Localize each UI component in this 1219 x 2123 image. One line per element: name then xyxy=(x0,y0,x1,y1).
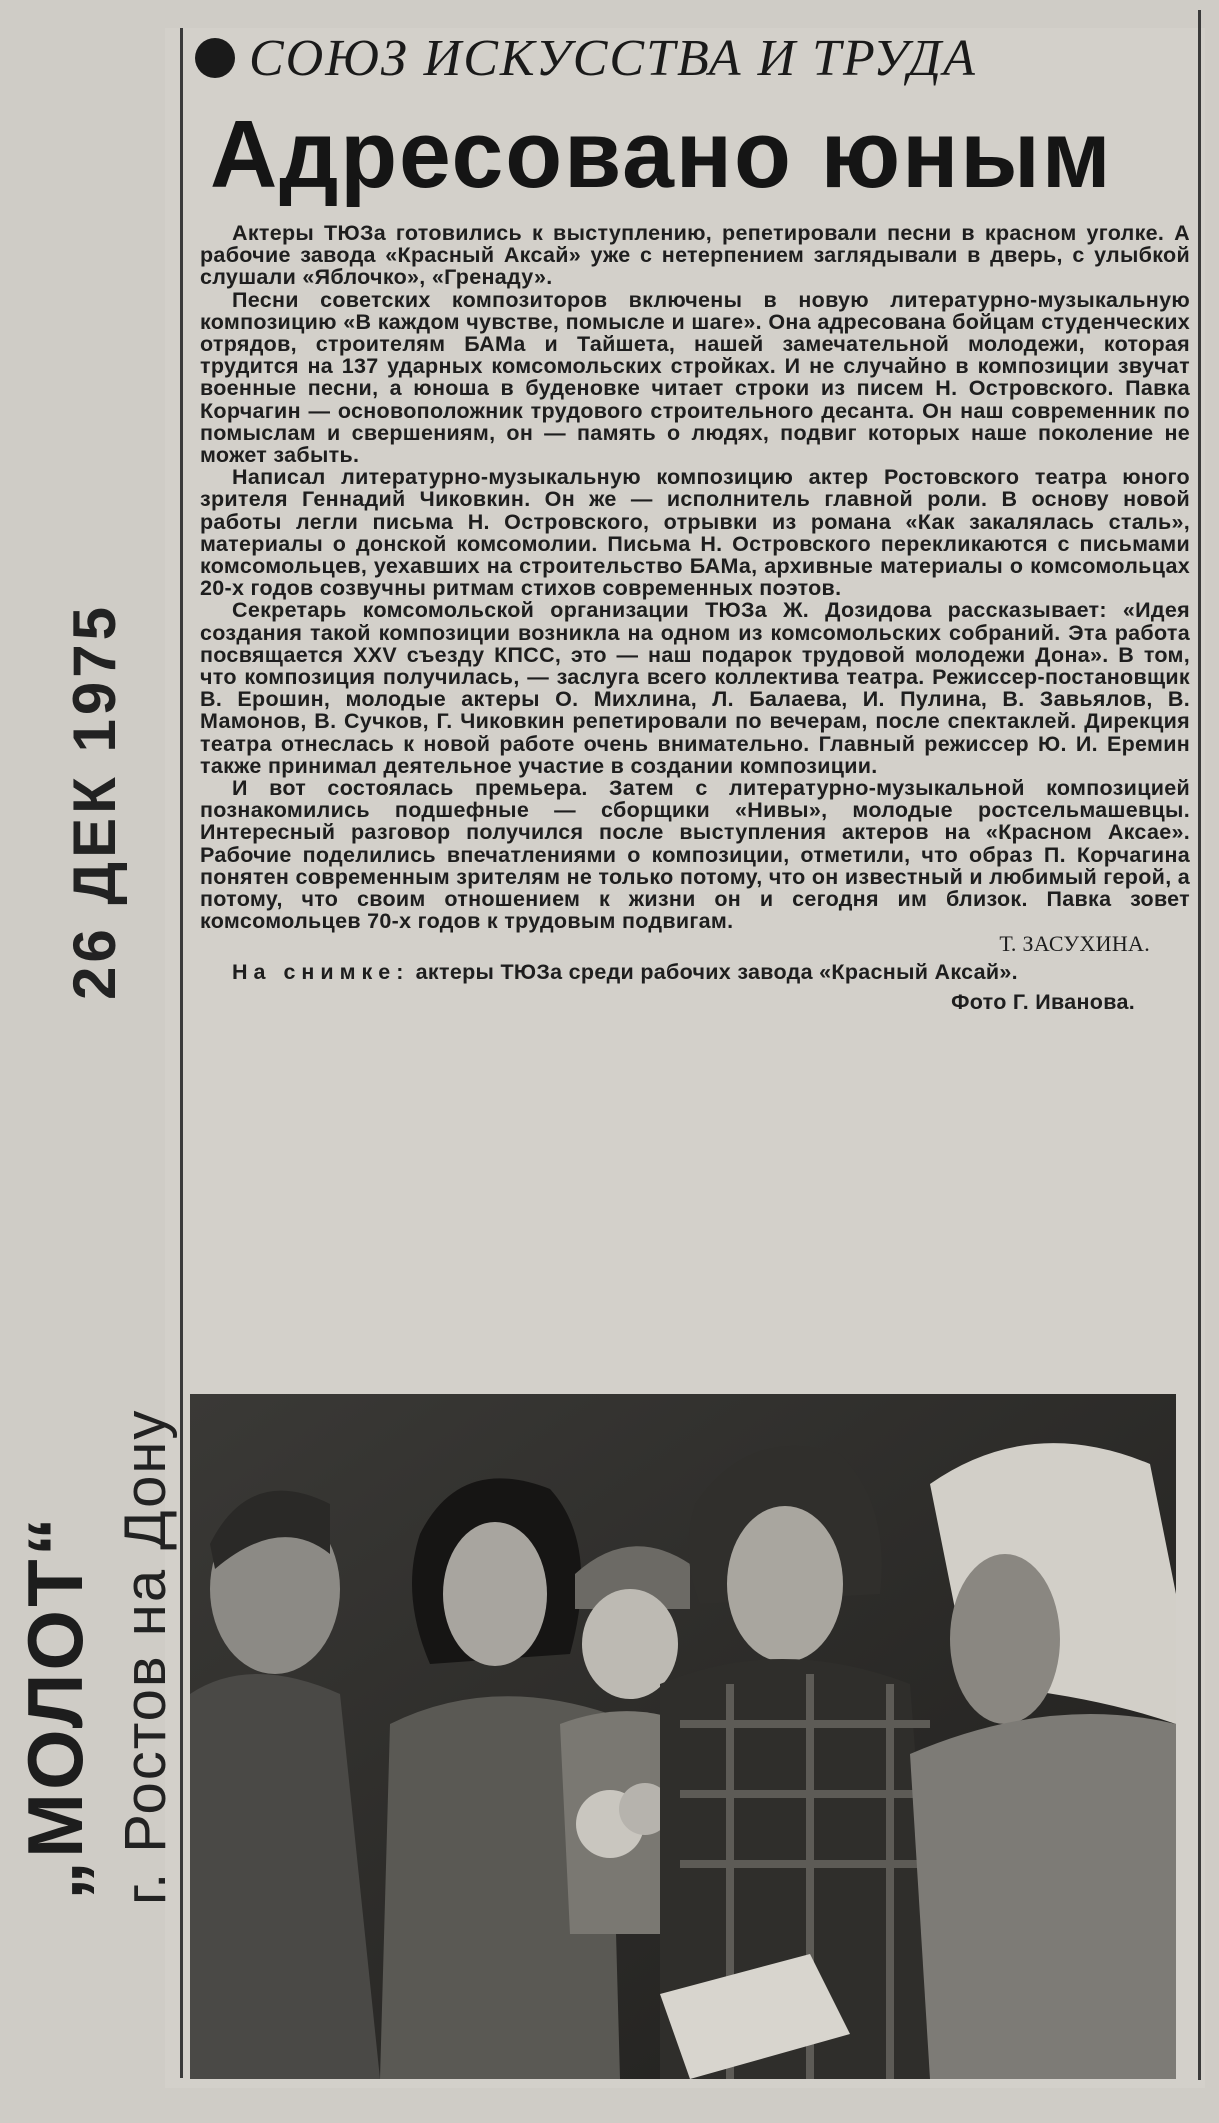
right-column-rule xyxy=(1198,10,1201,2080)
newspaper-name-stamp: „МОЛОТ“ xyxy=(11,1514,99,1900)
left-column-rule xyxy=(180,28,183,2078)
article-paragraph: Написал литературно-музыкальную композицию актер Ростовского театра юного зрителя Геннадий Чиковкин. Он же — исполнитель главной роли. В основу новой работы легли письма Н. Островского, отрывки из романа «Как закалялась сталь», материалы о донской комсомолии. Письма Н. Островского перекликаются с письмами комсомольцев, уехавших на строительство БАМа, архивные материалы о комсомольцах 20-х годов созвучны ритмам стихов современных поэтов. xyxy=(200,465,1190,601)
article-paragraph: Актеры ТЮЗа готовились к выступлению, репетировали песни в красном уголке. А рабочие завода «Красный Аксай» уже с нетерпением заглядывали в дверь, с улыбкой слушали «Яблочко», «Гренаду». xyxy=(200,221,1190,290)
author-byline: Т. ЗАСУХИНА. xyxy=(999,930,1150,956)
photo-credit: Фото Г. Иванова. xyxy=(951,989,1135,1014)
article-photo xyxy=(190,1394,1176,2079)
article-body xyxy=(200,222,1190,1013)
section-rubric xyxy=(195,28,1195,88)
bullet-dot-icon xyxy=(195,38,235,78)
headline-text: Адресовано юным xyxy=(210,101,1113,208)
date-stamp: 26 ДЕК 1975 xyxy=(61,603,128,1000)
article-paragraph: Секретарь комсомольской организации ТЮЗа Ж. Дозидова рассказывает: «Идея создания такой композиции возникла на одном из комсомольских собраний. Эта работа посвящается XXV съезду КПСС, это — наш подарок трудовой молодежи Дона». В том, что композиция получилась, — заслуга всего коллектива театра. Режиссер-постановщик В. Ерошин, молодые актеры О. Михлина, Л. Балаева, И. Пулина, В. Завьялов, В. Мамонов, В. Сучков, Г. Чиковкин репетировали по вечерам, после спектаклей. Дирекция театра отнеслась к новой работе очень внимательно. Главный режиссер Ю. И. Еремин также принимал деятельное участие в создании композиции. xyxy=(200,598,1190,778)
photo-illustration xyxy=(190,1394,1176,2079)
caption-text: актеры ТЮЗа среди рабочих завода «Красный Аксай». xyxy=(409,959,1018,984)
city-stamp: г. Ростов на Дону xyxy=(113,1408,178,1905)
rubric-text: СОЮЗ ИСКУССТВА И ТРУДА xyxy=(249,29,977,87)
article-headline xyxy=(210,100,1190,210)
article-paragraph: Песни советских композиторов включены в новую литературно-музыкальную композицию «В каждом чувстве, помысле и шаге». Она адресована бойцам студенческих отрядов, строителям БАМа и Тайшета, нашей замечательной молодежи, которая трудится на 137 ударных комсомольских стройках. И не случайно в композиции звучат военные песни, а юноша в буденовке читает строки из писем Н. Островского. Павка Корчагин — основоположник трудового строительного десанта. Он наш современник по помыслам и свершениям, он — память о людях, подвиг которых наше поколение не может забыть. xyxy=(200,287,1190,468)
article-paragraph: И вот состоялась премьера. Затем с литературно-музыкальной композицией познакомились подшефные — сборщики «Нивы», молодые ростсельмашевцы. Интересный разговор получился после выступления актеров на «Красном Аксае». Рабочие поделились впечатлениями о композиции, отметили, что образ П. Корчагина понятен современным зрителям не только потому, что он известный и любимый герой, а потому, что своим отношением к жизни он и сегодня им близок. Павка зовет комсомольцев 70-х годов к трудовым подвигам. xyxy=(200,776,1190,934)
photo-caption xyxy=(200,961,1190,983)
caption-lead: На снимке: xyxy=(232,959,410,984)
